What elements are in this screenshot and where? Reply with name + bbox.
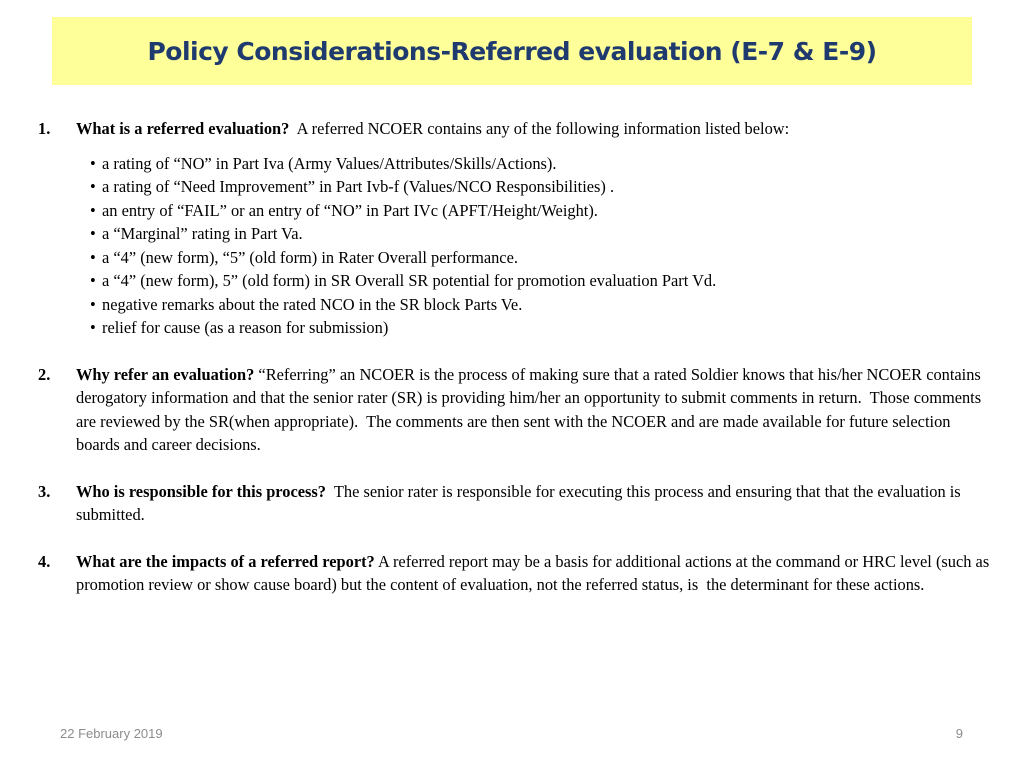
criteria-list bbox=[90, 152, 998, 340]
question-heading: What is a referred evaluation? bbox=[76, 119, 290, 138]
question-heading: Why refer an evaluation? bbox=[76, 364, 255, 384]
question-number: 1. bbox=[38, 119, 51, 138]
question-body: A referred report may be a basis for additional actions at the command or HRC level (such as promotion review or show cause board) but the content of evaluation, not the referred status, is the determinant for these actions. bbox=[76, 551, 994, 594]
slide-title: Policy Considerations-Referred evaluation (E-7 & E-9) bbox=[147, 36, 877, 66]
title-banner bbox=[52, 17, 972, 85]
bullet-icon: • bbox=[90, 177, 96, 196]
list-item: • relief for cause (as a reason for submission) bbox=[90, 316, 998, 340]
question-number: 4. bbox=[38, 551, 51, 571]
question-heading: What are the impacts of a referred report? bbox=[76, 551, 375, 571]
list-item: • an entry of “FAIL” or an entry of “NO” in Part IVc (APFT/Height/Weight). bbox=[90, 199, 998, 223]
question-1 bbox=[38, 117, 998, 340]
question-body: “Referring” an NCOER is the process of making sure that a rated Soldier knows that his/her NCOER contains derogatory information and that the senior rater (SR) is providing him/her an opportunity to submit comments in return. Those comments are reviewed by the SR(when appropriate). The comments are then sent with the NCOER and are made available for future selection boards and career decisions. bbox=[76, 364, 986, 454]
bullet-icon: • bbox=[90, 200, 96, 220]
question-heading: Who is responsible for this process? bbox=[76, 481, 326, 501]
list-item: • a rating of “NO” in Part Iva (Army Values/Attributes/Skills/Actions). bbox=[90, 152, 998, 176]
list-item: • negative remarks about the rated NCO in the SR block Parts Ve. bbox=[90, 293, 998, 317]
list-item: • a “4” (new form), 5” (old form) in SR Overall SR potential for promotion evaluation Part Vd. bbox=[90, 269, 998, 293]
question-body: A referred NCOER contains any of the following information listed below: bbox=[289, 119, 790, 138]
bullet-icon: • bbox=[90, 294, 96, 314]
slide-content bbox=[38, 117, 998, 597]
question-number: 2. bbox=[38, 364, 51, 384]
bullet-icon: • bbox=[90, 153, 96, 173]
bullet-icon: • bbox=[90, 318, 96, 337]
question-number: 3. bbox=[38, 481, 51, 501]
question-2 bbox=[38, 363, 998, 457]
list-item: • a “4” (new form), “5” (old form) in Rater Overall performance. bbox=[90, 246, 998, 270]
list-item: • a rating of “Need Improvement” in Part Ivb-f (Values/NCO Responsibilities) . bbox=[90, 175, 998, 199]
list-item: • a “Marginal” rating in Part Va. bbox=[90, 222, 998, 246]
page-number: 9 bbox=[955, 726, 963, 741]
question-body: The senior rater is responsible for executing this process and ensuring that that the evaluation is submitted. bbox=[76, 481, 965, 524]
bullet-icon: • bbox=[90, 224, 96, 243]
question-3 bbox=[38, 480, 998, 527]
bullet-icon: • bbox=[90, 271, 96, 290]
question-4 bbox=[38, 550, 998, 597]
bullet-icon: • bbox=[90, 247, 96, 267]
footer-date: 22 February 2019 bbox=[60, 726, 163, 741]
